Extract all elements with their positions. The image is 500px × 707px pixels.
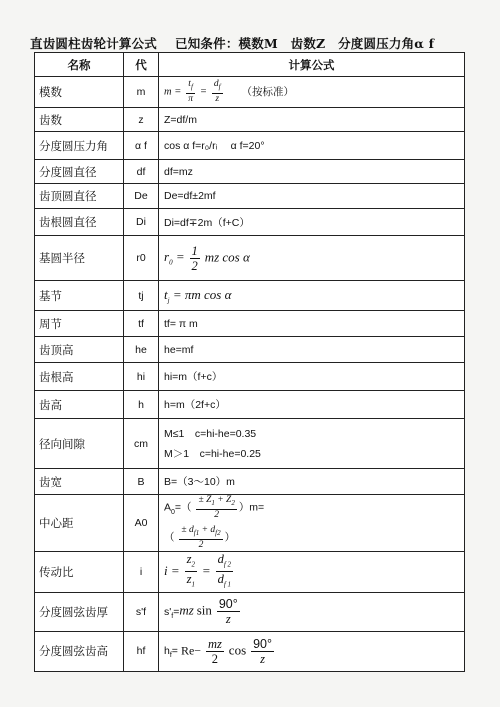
table-row (35, 311, 465, 337)
row-symbol: De (124, 184, 159, 209)
row-formula: $h_f= Re-$ $\frac{mz}{2}$ cos $\frac{90^\circ}{z}$ (159, 631, 465, 671)
row-symbol: r0 (124, 236, 159, 281)
row-formula: $t_j = \pi m$ cos α (159, 281, 465, 311)
row-symbol: hi (124, 363, 159, 391)
row-formula: Di=df∓2m（f+C） (159, 209, 465, 236)
table-row (35, 236, 465, 281)
row-symbol: tf (124, 311, 159, 337)
row-symbol: h (124, 391, 159, 419)
row-formula: cos α f=r₀/rᵢ α f=20° (159, 132, 465, 160)
row-formula: i = $\frac{z_2}{z_1}$ = $\frac{d_{f 2}}{d_{f 1}}$ (159, 551, 465, 592)
row-name: 齿根圆直径 (35, 209, 124, 236)
table-row (35, 184, 465, 209)
table-row (35, 363, 465, 391)
row-name: 分度圆弦齿厚 (35, 592, 124, 631)
row-symbol: m (124, 77, 159, 108)
row-symbol: tj (124, 281, 159, 311)
row-formula: df=mz (159, 160, 465, 184)
row-name: 分度圆弦齿高 (35, 631, 124, 671)
row-note: （按标准） (241, 85, 295, 98)
table-row (35, 551, 465, 592)
title-main: 直齿圆柱齿轮计算公式 (30, 36, 158, 51)
row-formula: B=（3～10）m (159, 469, 465, 495)
row-symbol: he (124, 337, 159, 363)
row-name: 周节 (35, 311, 124, 337)
row-name: 分度圆压力角 (35, 132, 124, 160)
row-formula: he=mf (159, 337, 465, 363)
table-row (35, 108, 465, 132)
row-name: 分度圆直径 (35, 160, 124, 184)
row-formula: $s'_f=mz$ sin $\frac{90^\circ}{z}$ (159, 592, 465, 631)
row-name: 径向间隙 (35, 419, 124, 469)
row-formula: $r_0$ = $\frac{1}{2}$ mz cos α (159, 236, 465, 281)
title-condition: 已知条件：模数M 齿数Z 分度圆压力角α f (175, 36, 435, 51)
row-symbol: Di (124, 209, 159, 236)
formula-math: m = (164, 86, 182, 98)
table-row (35, 132, 465, 160)
table-row (35, 77, 465, 108)
row-symbol: z (124, 108, 159, 132)
header-symbol: 代 (124, 53, 159, 77)
table-row (35, 469, 465, 495)
row-name: 齿数 (35, 108, 124, 132)
page-title (30, 34, 480, 52)
row-name: 基节 (35, 281, 124, 311)
formula-line-2: M＞1 c=hi-he=0.25 (164, 447, 261, 460)
row-formula: tf= π m (159, 311, 465, 337)
table-row (35, 592, 465, 631)
row-symbol: cm (124, 419, 159, 469)
row-symbol: α f (124, 132, 159, 160)
table-row (35, 209, 465, 236)
row-symbol: hf (124, 631, 159, 671)
table-row (35, 160, 465, 184)
row-formula (159, 419, 465, 469)
row-formula: m = $\frac{t_f}{\pi}$ = $\frac{d_f}{z}$ （按标准） (159, 77, 465, 108)
row-name: 传动比 (35, 551, 124, 592)
row-formula: $A_0=$（ $\frac{\pm Z_1 + Z_2}{2}$ ）m= （ $\frac{\pm d_{f1} + d_{f2}}{2}$ ） (159, 495, 465, 552)
row-name: 齿根高 (35, 363, 124, 391)
row-formula: h=m（2f+c） (159, 391, 465, 419)
row-symbol: A0 (124, 495, 159, 552)
row-formula: De=df±2mf (159, 184, 465, 209)
table-row (35, 631, 465, 671)
row-name: 齿宽 (35, 469, 124, 495)
row-name: 齿顶高 (35, 337, 124, 363)
table-row (35, 281, 465, 311)
row-symbol: s'f (124, 592, 159, 631)
table-row (35, 337, 465, 363)
row-name: 模数 (35, 77, 124, 108)
row-symbol: B (124, 469, 159, 495)
row-formula: Z=df/m (159, 108, 465, 132)
header-formula: 计算公式 (159, 53, 465, 77)
table-header-row (35, 53, 465, 77)
formula-table (34, 52, 465, 672)
header-name: 名称 (35, 53, 124, 77)
row-formula: hi=m（f+c） (159, 363, 465, 391)
row-symbol: i (124, 551, 159, 592)
row-name: 齿高 (35, 391, 124, 419)
row-name: 基圆半径 (35, 236, 124, 281)
row-name: 中心距 (35, 495, 124, 552)
formula-line-1: M≤1 c=hi-he=0.35 (164, 427, 257, 440)
table-row (35, 391, 465, 419)
table-row (35, 419, 465, 469)
table-row (35, 495, 465, 552)
row-name: 齿顶圆直径 (35, 184, 124, 209)
row-symbol: df (124, 160, 159, 184)
